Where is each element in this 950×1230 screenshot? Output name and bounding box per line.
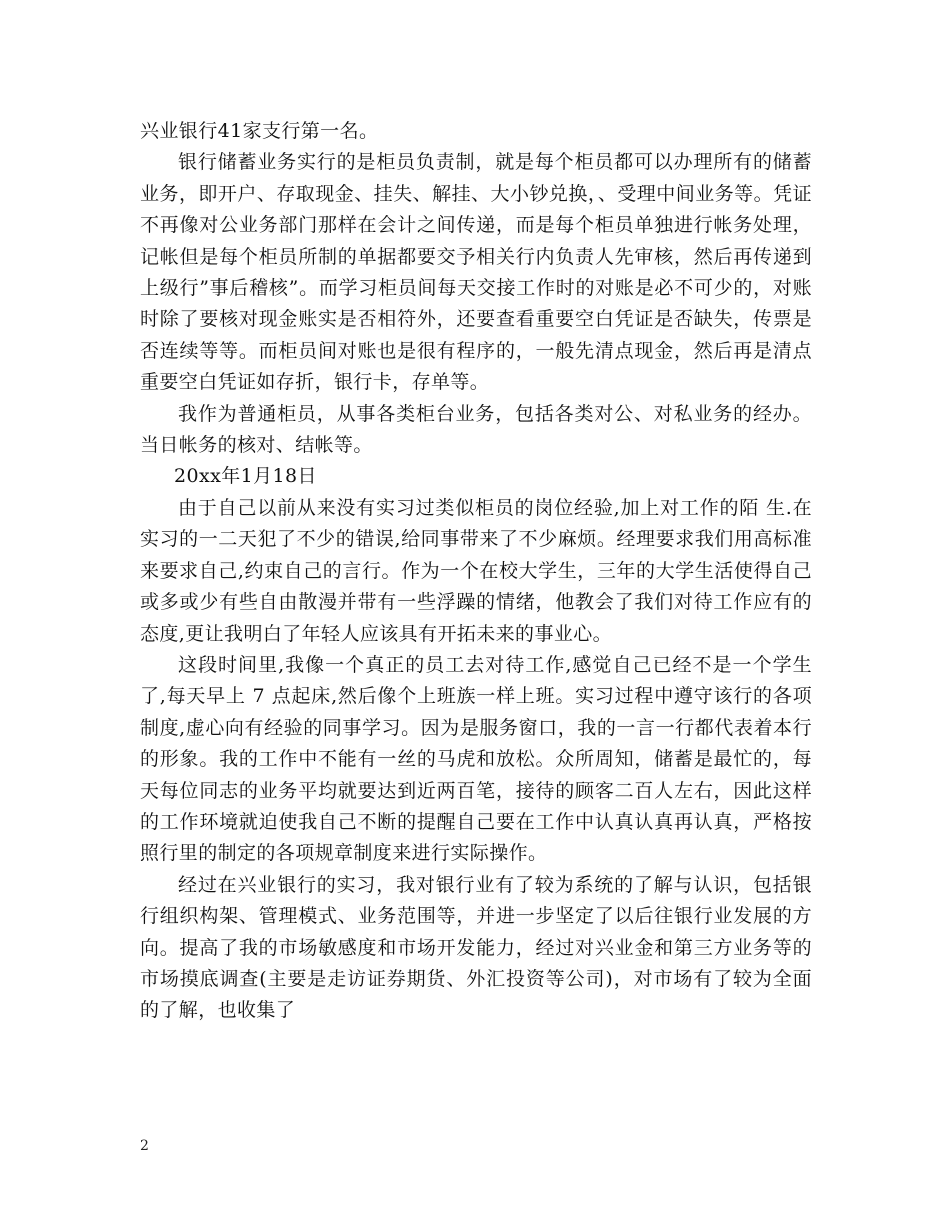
paragraph-role: 我作为普通柜员，从事各类柜台业务，包括各类对公、对私业务的经办。当日帐务的核对、结帐等。 xyxy=(140,402,812,457)
paragraph-date: 20xx年1月18日 xyxy=(174,465,317,488)
paragraph-early-mistakes: 由于自己以前从来没有实习过类似柜员的岗位经验,加上对工作的陌 生.在实习的一二天犯了不少的错误,给同事带来了不少麻烦。经理要求我们用高标准来要求自己,约束自己的言行。作为一个在校大学生，三年的大学生活使得自己或多或少有些自由散漫并带有一些浮躁的情绪，他教会了我们对待工作应有的态度,更让我明白了年轻人应该具有开拓未来的事业心。 xyxy=(140,496,812,645)
page-number: 2 xyxy=(140,1138,149,1154)
paragraph-teller-system: 银行储蓄业务实行的是柜员负责制，就是每个柜员都可以办理所有的储蓄业务，即开户、存取现金、挂失、解挂、大小钞兑换，、受理中间业务等。凭证不再像对公业务部门那样在会计之间传递，而是每个柜员单独进行帐务处理，记帐但是每个柜员所制的单据都要交予相关行内负责人先审核，然后再传递到上级行”事后稽核”。而学习柜员间每天交接工作时的对账是必不可少的，对账时除了要核对现金账实是否相符外，还要查看重要空白凭证是否缺失，传票是否连续等等。而柜员间对账也是很有程序的，一般先清点现金，然后再是清点重要空白凭证如存折，银行卡，存单等。 xyxy=(140,151,812,394)
paragraph-continuation: 兴业银行41家支行第一名。 xyxy=(140,120,379,142)
paragraph-internship-summary: 经过在兴业银行的实习，我对银行业有了较为系统的了解与认识，包括银行组织构架、管理模式、业务范围等，并进一步坚定了以后往银行业发展的方向。提高了我的市场敏感度和市场开发能力，经过对兴业金和第三方业务等的市场摸底调查(主要是走访证券期货、外汇投资等公司)，对市场有了较为全面的了解，也收集了 xyxy=(140,873,812,1022)
document-body xyxy=(140,116,812,1027)
paragraph-daily-work: 这段时间里,我像一个真正的员工去对待工作,感觉自己已经不是一个学生了,每天早上 7 点起床,然后像个上班族一样上班。实习过程中遵守该行的各项制度,虚心向有经验的同事学习。因为是服务窗口，我的一言一行都代表着本行的形象。我的工作中不能有一丝的马虎和放松。众所周知，储蓄是最忙的，每天每位同志的业务平均就要达到近两百笔，接待的顾客二百人左右，因此这样的工作环境就迫使我自己不断的提醒自己要在工作中认真认真再认真，严格按照行里的制定的各项规章制度来进行实际操作。 xyxy=(140,653,812,865)
